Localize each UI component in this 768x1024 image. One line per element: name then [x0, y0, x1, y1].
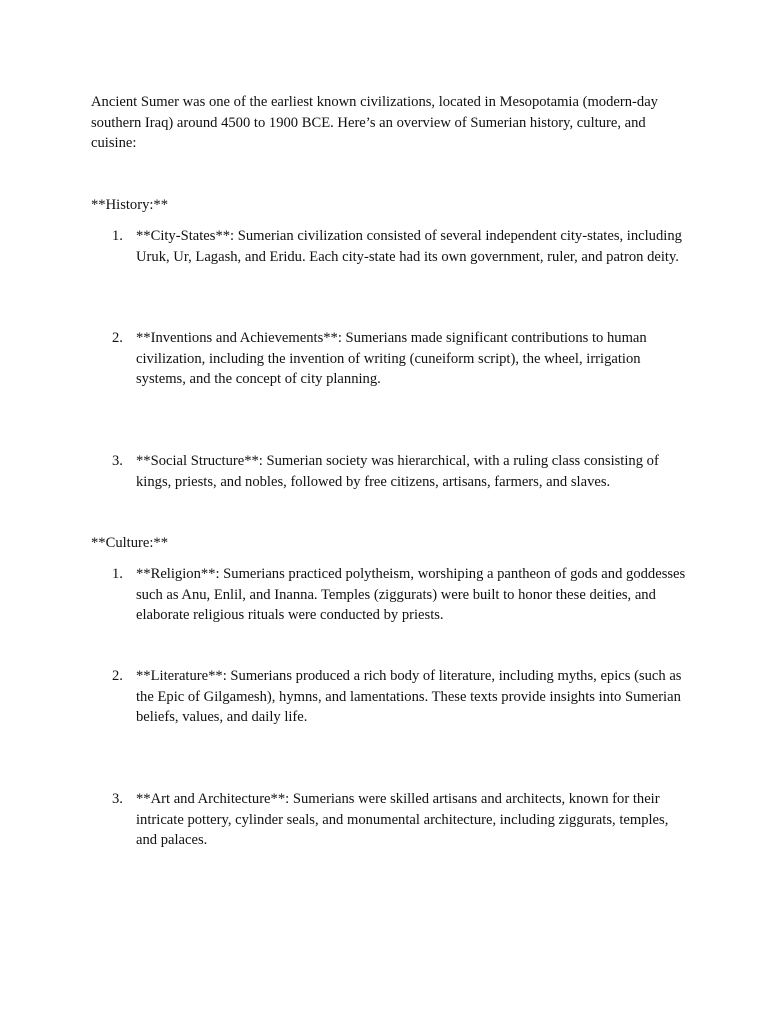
history-item-inventions	[91, 328, 691, 390]
culture-item-art-architecture	[91, 789, 691, 851]
intro-paragraph: Ancient Sumer was one of the earliest known civilizations, located in Mesopotamia (modern-day southern Iraq) around 4500 to 1900 BCE. Here’s an overview of Sumerian history, culture, and cuisine:	[91, 94, 658, 151]
history-heading: **History:**	[91, 197, 169, 213]
list-number: 2.	[112, 330, 123, 346]
list-number: 1.	[112, 566, 123, 582]
history-item-social-structure	[91, 451, 691, 492]
list-item-text: **Literature**: Sumerians produced a rich body of literature, including myths, epics (such as the Epic of Gilgamesh), hymns, and lamentations. These texts provide insights into Sumerian beliefs, values, and daily life.	[136, 668, 682, 725]
list-item-text: **City-States**: Sumerian civilization consisted of several independent city-states, including Uruk, Ur, Lagash, and Eridu. Each city-state had its own government, ruler, and patron deity.	[136, 228, 682, 265]
list-number: 3.	[112, 453, 123, 469]
culture-heading: **Culture:**	[91, 535, 169, 551]
list-item-text: **Art and Architecture**: Sumerians were skilled artisans and architects, known for their intricate pottery, cylinder seals, and monumental architecture, including ziggurats, temples, and palaces.	[136, 791, 669, 848]
list-item-text: **Inventions and Achievements**: Sumerians made significant contributions to human civilization, including the invention of writing (cuneiform script), the wheel, irrigation systems, and the concept of city planning.	[136, 330, 647, 387]
list-number: 2.	[112, 668, 123, 684]
list-item-text: **Social Structure**: Sumerian society was hierarchical, with a ruling class consisting of kings, priests, and nobles, followed by free citizens, artisans, farmers, and slaves.	[136, 453, 659, 490]
list-item-text: **Religion**: Sumerians practiced polytheism, worshiping a pantheon of gods and goddesses such as Anu, Enlil, and Inanna. Temples (ziggurats) were built to honor these deities, and elaborate religious rituals were conducted by priests.	[136, 566, 686, 623]
culture-item-religion	[91, 564, 691, 626]
culture-item-literature	[91, 666, 691, 728]
list-number: 1.	[112, 228, 123, 244]
history-item-city-states	[91, 226, 691, 267]
list-number: 3.	[112, 791, 123, 807]
